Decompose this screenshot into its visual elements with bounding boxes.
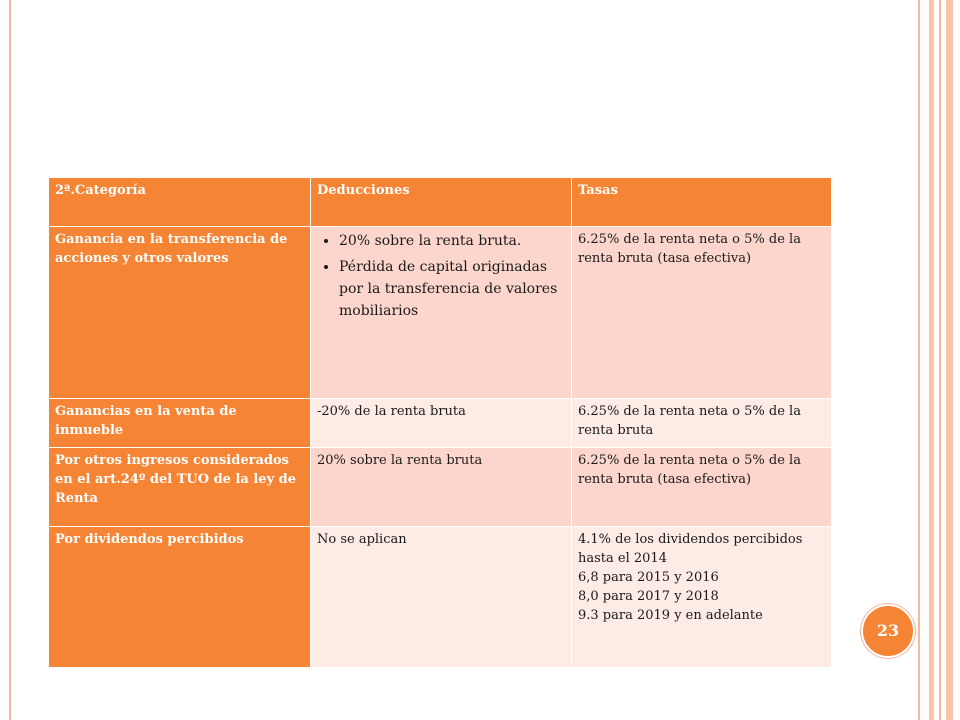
header-category: 2ª.Categoría (49, 178, 311, 227)
row-category: Por dividendos percibidos (49, 527, 311, 668)
frame-line-right (929, 0, 934, 720)
row-rate (572, 527, 832, 668)
row-category: Por otros ingresos considerados en el art.24º del TUO de la ley de Renta (49, 448, 311, 527)
table-row (49, 448, 832, 527)
row-deductions: -20% de la renta bruta (311, 399, 572, 448)
row-deductions: No se aplican (311, 527, 572, 668)
row-rate: 6.25% de la renta neta o 5% de la renta bruta (tasa efectiva) (572, 227, 832, 399)
tax-table (48, 177, 832, 668)
table-row (49, 227, 832, 399)
row-deductions: 20% sobre la renta bruta (311, 448, 572, 527)
frame-line-right (918, 0, 920, 720)
deduction-item: • Pérdida de capital originadas por la transferencia de valores mobiliarios (339, 256, 566, 322)
frame-line-left (9, 0, 11, 720)
deduction-item: • 20% sobre la renta bruta. (339, 230, 566, 252)
table-header-row (49, 178, 832, 227)
page-number-badge: 23 (861, 604, 915, 658)
header-rates: Tasas (572, 178, 832, 227)
table-row (49, 527, 832, 668)
rate-line: 8,0 para 2017 y 2018 (578, 589, 719, 604)
deductions-list (317, 230, 566, 322)
row-category: Ganancias en la venta de inmueble (49, 399, 311, 448)
row-deductions (311, 227, 572, 399)
row-rate: 6.25% de la renta neta o 5% de la renta bruta (572, 399, 832, 448)
row-rate: 6.25% de la renta neta o 5% de la renta bruta (tasa efectiva) (572, 448, 832, 527)
rate-line: 6,8 para 2015 y 2016 (578, 570, 719, 585)
rate-line: 4.1% de los dividendos percibidos hasta el 2014 (578, 532, 803, 566)
frame-line-right (946, 0, 953, 720)
frame-line-right (939, 0, 941, 720)
table-row (49, 399, 832, 448)
rate-line: 9.3 para 2019 y en adelante (578, 608, 763, 623)
row-category: Ganancia en la transferencia de acciones y otros valores (49, 227, 311, 399)
header-deductions: Deducciones (311, 178, 572, 227)
